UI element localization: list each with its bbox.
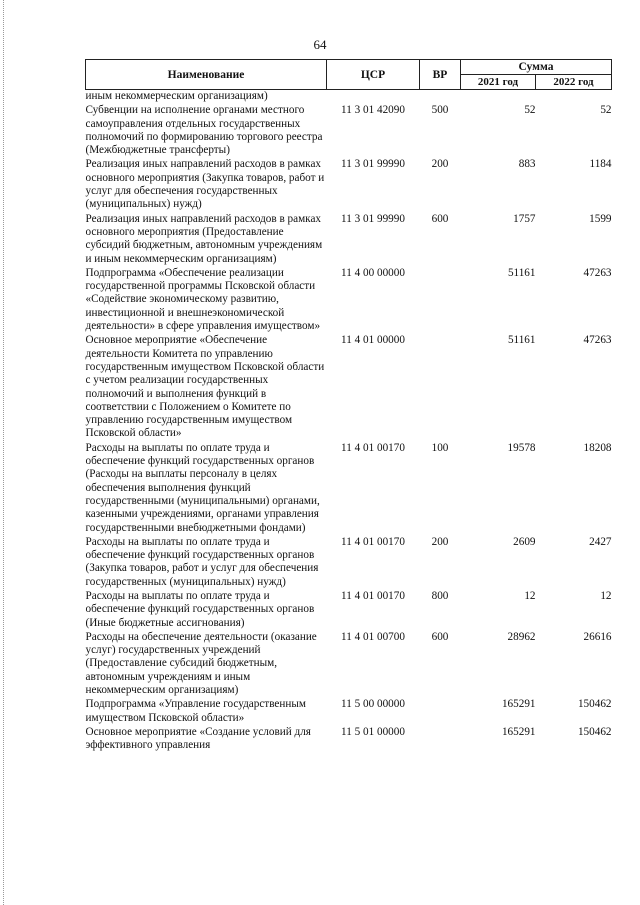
cell-csr: 11 5 01 00000 bbox=[341, 725, 405, 738]
cell-sum-2021: 165291 bbox=[501, 698, 536, 711]
cell-csr bbox=[327, 90, 420, 104]
cell-vr bbox=[420, 725, 461, 753]
cell-sum-2021: 883 bbox=[518, 158, 536, 171]
cell-sum-2021: 2609 bbox=[513, 535, 536, 548]
header-csr: ЦСР bbox=[327, 60, 420, 90]
table-row bbox=[86, 103, 612, 157]
cell-vr: 100 bbox=[431, 441, 449, 454]
cell-sum-2021: 51161 bbox=[507, 266, 536, 279]
cell-name: Расходы на обеспечение деятельности (оказание услуг) государственных учреждений (Предоставление субсидий бюджетным, автономным учреждениям и иным некоммерческим организациям) bbox=[85, 630, 317, 697]
table-row bbox=[86, 535, 612, 589]
cell-vr bbox=[420, 697, 461, 725]
scan-edge-dots bbox=[3, 0, 4, 905]
cell-sum-2022: 2427 bbox=[589, 535, 612, 548]
cell-vr: 500 bbox=[431, 104, 449, 117]
cell-sum-2021: 12 bbox=[524, 589, 536, 602]
cell-vr: 200 bbox=[431, 535, 449, 548]
table-row bbox=[86, 441, 612, 535]
header-year-2022: 2022 год bbox=[536, 75, 612, 90]
cell-name: Субвенции на исполнение органами местного самоуправления отдельных государственных полномочий по формированию торгового реестра (Межбюджетные трансферты) bbox=[85, 104, 323, 157]
cell-vr bbox=[420, 333, 461, 440]
budget-table bbox=[85, 59, 612, 753]
cell-sum-2021: 165291 bbox=[501, 725, 536, 738]
header-name: Наименование bbox=[86, 60, 327, 90]
cell-name: Основное мероприятие «Обеспечение деятельности Комитета по управлению государственным имуществом Псковской области с учетом реализации государственных полномочий и выполнения функций в соответствии с Положением о Комитете по управлению государственным имуществом Псковской области» bbox=[85, 334, 325, 440]
cell-csr: 11 4 01 00700 bbox=[341, 630, 405, 643]
cell-sum-2022: 150462 bbox=[577, 725, 612, 738]
cell-sum-2022: 1599 bbox=[589, 212, 612, 225]
cell-vr bbox=[420, 90, 461, 104]
cell-vr bbox=[420, 266, 461, 333]
cell-sum-2021: 19578 bbox=[507, 441, 536, 454]
table-row bbox=[86, 90, 612, 104]
cell-name: иным некоммерческим организациям) bbox=[85, 90, 268, 102]
cell-sum-2021: 51161 bbox=[507, 334, 536, 347]
table-row bbox=[86, 212, 612, 266]
cell-csr: 11 4 01 00170 bbox=[341, 589, 405, 602]
header-sum: Сумма bbox=[461, 60, 612, 75]
cell-vr: 600 bbox=[431, 630, 449, 643]
cell-csr: 11 4 01 00170 bbox=[341, 535, 405, 548]
cell-name: Основное мероприятие «Создание условий для эффективного управления bbox=[85, 725, 311, 752]
cell-sum-2022: 47263 bbox=[583, 334, 612, 347]
cell-sum-2022: 18208 bbox=[583, 441, 612, 454]
table-header bbox=[86, 60, 612, 90]
page-number: 64 bbox=[313, 37, 327, 52]
cell-name: Реализация иных направлений расходов в рамках основного мероприятия (Предоставление субсидий бюджетным, автономным учреждениям и иным некоммерческим организациям) bbox=[85, 212, 323, 265]
cell-sum-2022: 26616 bbox=[583, 630, 612, 643]
cell-csr: 11 3 01 42090 bbox=[341, 104, 405, 117]
cell-csr: 11 5 00 00000 bbox=[341, 698, 405, 711]
table-row bbox=[86, 333, 612, 440]
cell-sum-2021 bbox=[461, 90, 536, 104]
cell-sum-2021: 28962 bbox=[507, 630, 536, 643]
cell-sum-2021: 1757 bbox=[513, 212, 536, 225]
cell-vr: 600 bbox=[431, 212, 449, 225]
cell-name: Реализация иных направлений расходов в рамках основного мероприятия (Закупка товаров, работ и услуг для обеспечения государственных (муниципальных) нужд) bbox=[85, 158, 325, 211]
table-row bbox=[86, 266, 612, 333]
cell-sum-2022: 12 bbox=[600, 589, 612, 602]
table-row bbox=[86, 589, 612, 630]
cell-name: Подпрограмма «Управление государственным имуществом Псковской области» bbox=[85, 698, 306, 724]
cell-sum-2022: 47263 bbox=[583, 266, 612, 279]
table-body bbox=[86, 90, 612, 753]
cell-name: Расходы на выплаты по оплате труда и обеспечение функций государственных органов (Расходы на выплаты персоналу в целях обеспечения выполнения функций государственными (муниципальными) органами, казенными учреждениями, органами управления государственными внебюджетными фондами) bbox=[85, 441, 320, 534]
table-row bbox=[86, 157, 612, 211]
cell-csr: 11 3 01 99990 bbox=[341, 158, 405, 171]
table-row bbox=[86, 630, 612, 697]
cell-name: Расходы на выплаты по оплате труда и обеспечение функций государственных органов (Закупка товаров, работ и услуг для обеспечения государственных (муниципальных) нужд) bbox=[85, 535, 319, 588]
cell-sum-2021: 52 bbox=[524, 104, 536, 117]
cell-sum-2022: 150462 bbox=[577, 698, 612, 711]
table-row bbox=[86, 725, 612, 753]
cell-vr: 200 bbox=[431, 158, 449, 171]
header-vr: ВР bbox=[420, 60, 461, 90]
cell-vr: 800 bbox=[431, 589, 449, 602]
header-year-2021: 2021 год bbox=[461, 75, 536, 90]
cell-name: Расходы на выплаты по оплате труда и обеспечение функций государственных органов (Иные бюджетные ассигнования) bbox=[85, 589, 315, 629]
cell-csr: 11 4 00 00000 bbox=[341, 266, 405, 279]
cell-csr: 11 4 01 00000 bbox=[341, 334, 405, 347]
cell-name: Подпрограмма «Обеспечение реализации государственной программы Псковской области «Содействие экономическому развитию, инвестиционной и внешнеэкономической деятельности» в сфере управления имуществом» bbox=[85, 266, 321, 333]
cell-sum-2022: 1184 bbox=[589, 158, 612, 171]
cell-sum-2022: 52 bbox=[600, 104, 612, 117]
cell-csr: 11 4 01 00170 bbox=[341, 441, 405, 454]
cell-sum-2022 bbox=[536, 90, 612, 104]
table-row bbox=[86, 697, 612, 725]
cell-csr: 11 3 01 99990 bbox=[341, 212, 405, 225]
